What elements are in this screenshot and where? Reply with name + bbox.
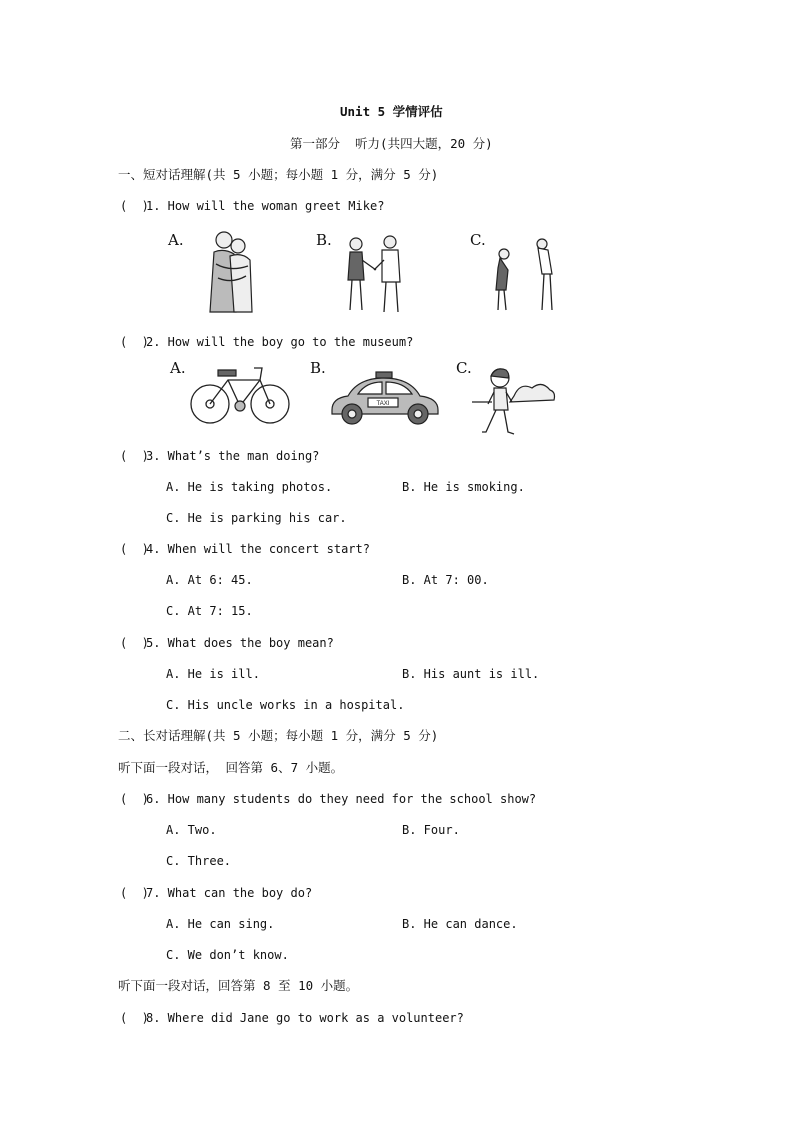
q1-option-a-label[interactable]: A. bbox=[168, 231, 184, 249]
q7-question: 7. What can the boy do? bbox=[146, 886, 313, 900]
part-heading: 第一部分 听力(共四大题，20 分) bbox=[290, 136, 493, 151]
q3-option-c[interactable]: C. He is parking his car. bbox=[166, 511, 347, 525]
q5-option-c[interactable]: C. His uncle works in a hospital. bbox=[166, 698, 405, 712]
q4-question: 4. When will the concert start? bbox=[146, 542, 370, 556]
q7-option-a[interactable]: A. He can sing. bbox=[166, 917, 275, 931]
q4-option-c[interactable]: C. At 7: 15. bbox=[166, 604, 253, 618]
q6-option-c[interactable]: C. Three. bbox=[166, 854, 232, 868]
q6-option-a[interactable]: A. Two. bbox=[166, 823, 217, 837]
q7-option-b[interactable]: B. He can dance. bbox=[402, 917, 518, 931]
q8-answer-paren[interactable]: ( ) bbox=[120, 1011, 149, 1025]
q8-question: 8. Where did Jane go to work as a volunteer? bbox=[146, 1011, 464, 1025]
q5-answer-paren[interactable]: ( ) bbox=[120, 636, 149, 650]
q3-option-b[interactable]: B. He is smoking. bbox=[402, 480, 525, 494]
q6-answer-paren[interactable]: ( ) bbox=[120, 792, 149, 806]
q4-option-b[interactable]: B. At 7: 00. bbox=[402, 573, 489, 587]
q3-answer-paren[interactable]: ( ) bbox=[120, 449, 149, 463]
bicycle-icon[interactable] bbox=[188, 362, 292, 428]
q5-option-a[interactable]: A. He is ill. bbox=[166, 667, 260, 681]
section2-heading: 二、长对话理解(共 5 小题；每小题 1 分，满分 5 分) bbox=[118, 728, 439, 743]
taxi-icon[interactable] bbox=[328, 370, 442, 426]
q5-option-b[interactable]: B. His aunt is ill. bbox=[402, 667, 540, 681]
q2-option-a-label[interactable]: A. bbox=[170, 359, 186, 377]
q1-option-c-label[interactable]: C. bbox=[470, 231, 486, 249]
q4-answer-paren[interactable]: ( ) bbox=[120, 542, 149, 556]
shaking-hands-icon[interactable] bbox=[342, 234, 408, 314]
q1-answer-paren[interactable]: ( ) bbox=[120, 199, 149, 213]
page-title: Unit 5 学情评估 bbox=[340, 104, 443, 119]
q7-answer-paren[interactable]: ( ) bbox=[120, 886, 149, 900]
taxi-sign: TAXI bbox=[376, 401, 390, 407]
q2-question: 2. How will the boy go to the museum? bbox=[146, 335, 414, 349]
q5-question: 5. What does the boy mean? bbox=[146, 636, 334, 650]
section2-intro-2: 听下面一段对话，回答第 8 至 10 小题。 bbox=[118, 978, 359, 993]
walking-boy-icon[interactable] bbox=[470, 362, 556, 438]
q1-option-b-label[interactable]: B. bbox=[316, 231, 332, 249]
q6-option-b[interactable]: B. Four. bbox=[402, 823, 460, 837]
q2-option-b-label[interactable]: B. bbox=[310, 359, 326, 377]
q6-question: 6. How many students do they need for the school show? bbox=[146, 792, 537, 806]
q3-option-a[interactable]: A. He is taking photos. bbox=[166, 480, 333, 494]
q7-option-c[interactable]: C. We don’t know. bbox=[166, 948, 289, 962]
bowing-people-icon[interactable] bbox=[490, 234, 570, 314]
q2-answer-paren[interactable]: ( ) bbox=[120, 335, 149, 349]
q1-question: 1. How will the woman greet Mike? bbox=[146, 199, 385, 213]
section2-intro-1: 听下面一段对话， 回答第 6、7 小题。 bbox=[118, 760, 344, 775]
hugging-people-icon[interactable] bbox=[200, 228, 260, 316]
section1-heading: 一、短对话理解(共 5 小题；每小题 1 分，满分 5 分) bbox=[118, 167, 439, 182]
q3-question: 3. What’s the man doing? bbox=[146, 449, 320, 463]
q2-option-c-label[interactable]: C. bbox=[456, 359, 472, 377]
q4-option-a[interactable]: A. At 6: 45. bbox=[166, 573, 253, 587]
